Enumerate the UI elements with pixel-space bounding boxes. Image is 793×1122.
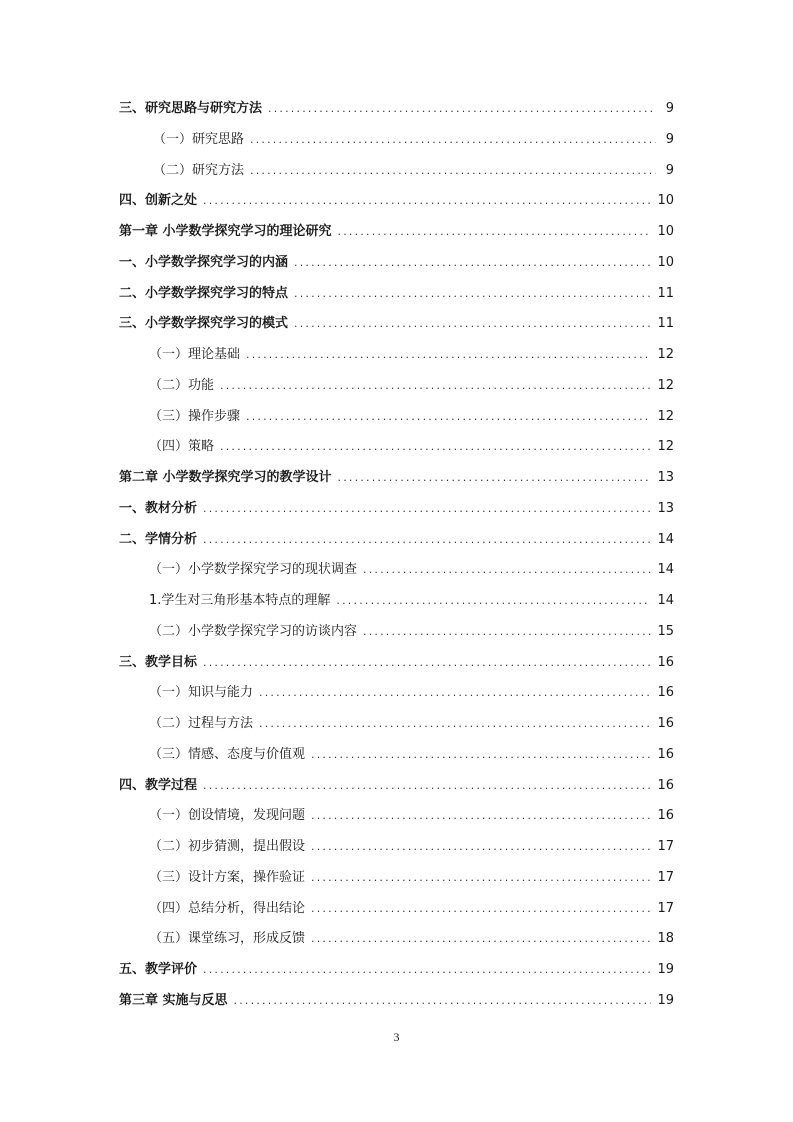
toc-entry-title: 一、小学数学探究学习的内涵: [119, 254, 289, 270]
toc-entry-page: 12: [657, 347, 674, 362]
toc-entry[interactable]: [119, 648, 674, 679]
toc-dot-leader: [203, 771, 651, 802]
toc-dot-leader: [311, 740, 651, 771]
toc-entry[interactable]: [119, 248, 674, 279]
toc-entry-page: 18: [657, 931, 674, 947]
toc-entry-page: 11: [657, 285, 674, 301]
toc-entry-page: 10: [657, 254, 674, 270]
toc-entry-page: 17: [657, 839, 674, 854]
toc-dot-leader: [338, 463, 652, 494]
toc-entry-title: 五、教学评价: [119, 962, 198, 977]
toc-entry[interactable]: [119, 309, 674, 340]
toc-entry-title: （三）设计方案，操作验证: [149, 869, 306, 885]
toc-entry-title: 四、创新之处: [119, 193, 198, 209]
toc-entry-title: （一）理论基础: [149, 347, 241, 362]
toc-entry[interactable]: [119, 156, 674, 187]
table-of-contents: [119, 94, 674, 1017]
toc-entry[interactable]: [119, 924, 674, 955]
toc-entry[interactable]: [119, 525, 674, 556]
toc-entry-title: （二）小学数学探究学习的访谈内容: [149, 623, 358, 639]
toc-entry[interactable]: [119, 94, 674, 125]
toc-entry-title: 三、研究思路与研究方法: [119, 101, 263, 116]
toc-entry-page: 19: [657, 962, 674, 977]
toc-entry[interactable]: [119, 186, 674, 217]
toc-entry-title: 三、小学数学探究学习的模式: [119, 316, 289, 332]
toc-dot-leader: [220, 432, 651, 463]
toc-entry[interactable]: [119, 740, 674, 771]
toc-dot-leader: [234, 986, 652, 1017]
toc-entry-title: 二、小学数学探究学习的特点: [119, 285, 289, 301]
toc-entry-title: 第二章 小学数学探究学习的教学设计: [119, 470, 332, 485]
toc-dot-leader: [336, 586, 651, 617]
toc-entry[interactable]: [119, 586, 674, 617]
toc-entry-page: 12: [657, 439, 674, 455]
toc-entry[interactable]: [119, 432, 674, 463]
toc-entry-title: （三）操作步骤: [149, 408, 241, 424]
toc-entry[interactable]: [119, 340, 674, 371]
toc-dot-leader: [311, 894, 651, 925]
toc-dot-leader: [363, 617, 651, 648]
toc-entry-title: 第一章 小学数学探究学习的理论研究: [119, 224, 332, 239]
toc-entry[interactable]: [119, 986, 674, 1017]
toc-dot-leader: [294, 309, 651, 340]
toc-entry-title: 四、教学过程: [119, 777, 198, 793]
toc-dot-leader: [246, 340, 651, 371]
toc-entry[interactable]: [119, 555, 674, 586]
toc-dot-leader: [259, 678, 651, 709]
toc-entry[interactable]: [119, 801, 674, 832]
toc-entry-page: 9: [665, 131, 674, 147]
toc-dot-leader: [220, 371, 651, 402]
toc-entry-page: 13: [657, 470, 674, 485]
toc-entry-title: （二）功能: [149, 377, 215, 393]
toc-dot-leader: [294, 248, 651, 279]
toc-dot-leader: [338, 217, 652, 248]
toc-entry[interactable]: [119, 494, 674, 525]
toc-entry-title: （一）知识与能力: [149, 685, 254, 701]
toc-entry[interactable]: [119, 617, 674, 648]
toc-entry-title: （三）情感、态度与价值观: [149, 746, 306, 762]
toc-entry-page: 19: [657, 992, 674, 1008]
toc-entry-page: 16: [657, 746, 674, 762]
toc-entry-page: 16: [657, 654, 674, 670]
toc-dot-leader: [203, 648, 651, 679]
toc-entry-title: 第三章 实施与反思: [119, 992, 228, 1008]
toc-entry-title: （五）课堂练习，形成反馈: [149, 931, 306, 947]
toc-entry-page: 12: [657, 377, 674, 393]
toc-entry[interactable]: [119, 402, 674, 433]
toc-entry-page: 16: [657, 685, 674, 701]
toc-entry-page: 12: [657, 408, 674, 424]
toc-dot-leader: [363, 555, 651, 586]
toc-entry-page: 17: [657, 900, 674, 916]
toc-entry-title: （一）小学数学探究学习的现状调查: [149, 562, 358, 578]
toc-dot-leader: [294, 279, 651, 310]
toc-entry[interactable]: [119, 709, 674, 740]
toc-entry-page: 10: [657, 193, 674, 209]
toc-entry[interactable]: [119, 894, 674, 925]
page-number: 3: [393, 1030, 400, 1044]
toc-entry-title: 一、教材分析: [119, 500, 198, 516]
toc-entry-title: （一）研究思路: [153, 131, 245, 147]
toc-dot-leader: [203, 494, 651, 525]
toc-entry[interactable]: [119, 463, 674, 494]
toc-entry-title: （一）创设情境，发现问题: [149, 808, 306, 824]
toc-dot-leader: [246, 402, 651, 433]
toc-dot-leader: [311, 863, 651, 894]
toc-entry[interactable]: [119, 863, 674, 894]
toc-entry-title: （二）初步猜测，提出假设: [149, 839, 306, 854]
toc-entry-page: 16: [657, 808, 674, 824]
toc-dot-leader: [311, 924, 651, 955]
toc-entry-page: 9: [665, 101, 674, 116]
toc-entry-title: （二）研究方法: [153, 162, 245, 178]
toc-dot-leader: [203, 186, 651, 217]
toc-dot-leader: [203, 525, 651, 556]
toc-dot-leader: [268, 94, 656, 125]
toc-entry-page: 14: [657, 531, 674, 547]
toc-entry[interactable]: [119, 371, 674, 402]
toc-entry[interactable]: [119, 217, 674, 248]
toc-entry-page: 17: [657, 869, 674, 885]
toc-entry-title: 二、学情分析: [119, 531, 198, 547]
toc-entry-title: 1.学生对三角形基本特点的理解: [149, 593, 331, 608]
toc-entry-page: 9: [665, 162, 674, 178]
toc-entry[interactable]: [119, 955, 674, 986]
toc-entry-page: 16: [657, 777, 674, 793]
toc-entry-page: 11: [657, 316, 674, 332]
toc-entry[interactable]: [119, 678, 674, 709]
toc-entry-page: 16: [657, 716, 674, 731]
toc-entry-title: 三、教学目标: [119, 654, 198, 670]
toc-entry-page: 14: [657, 562, 674, 578]
toc-entry-page: 14: [657, 593, 674, 608]
toc-entry-title: （二）过程与方法: [149, 716, 254, 731]
toc-dot-leader: [250, 125, 656, 156]
toc-dot-leader: [203, 955, 651, 986]
toc-entry[interactable]: [119, 771, 674, 802]
toc-entry-page: 10: [657, 224, 674, 239]
toc-entry[interactable]: [119, 125, 674, 156]
toc-entry-page: 13: [657, 500, 674, 516]
toc-entry[interactable]: [119, 279, 674, 310]
toc-dot-leader: [311, 832, 651, 863]
toc-dot-leader: [259, 709, 651, 740]
toc-entry-page: 15: [657, 623, 674, 639]
toc-dot-leader: [311, 801, 651, 832]
toc-entry-title: （四）策略: [149, 439, 215, 455]
toc-dot-leader: [250, 156, 656, 187]
toc-entry-title: （四）总结分析，得出结论: [149, 900, 306, 916]
toc-entry[interactable]: [119, 832, 674, 863]
